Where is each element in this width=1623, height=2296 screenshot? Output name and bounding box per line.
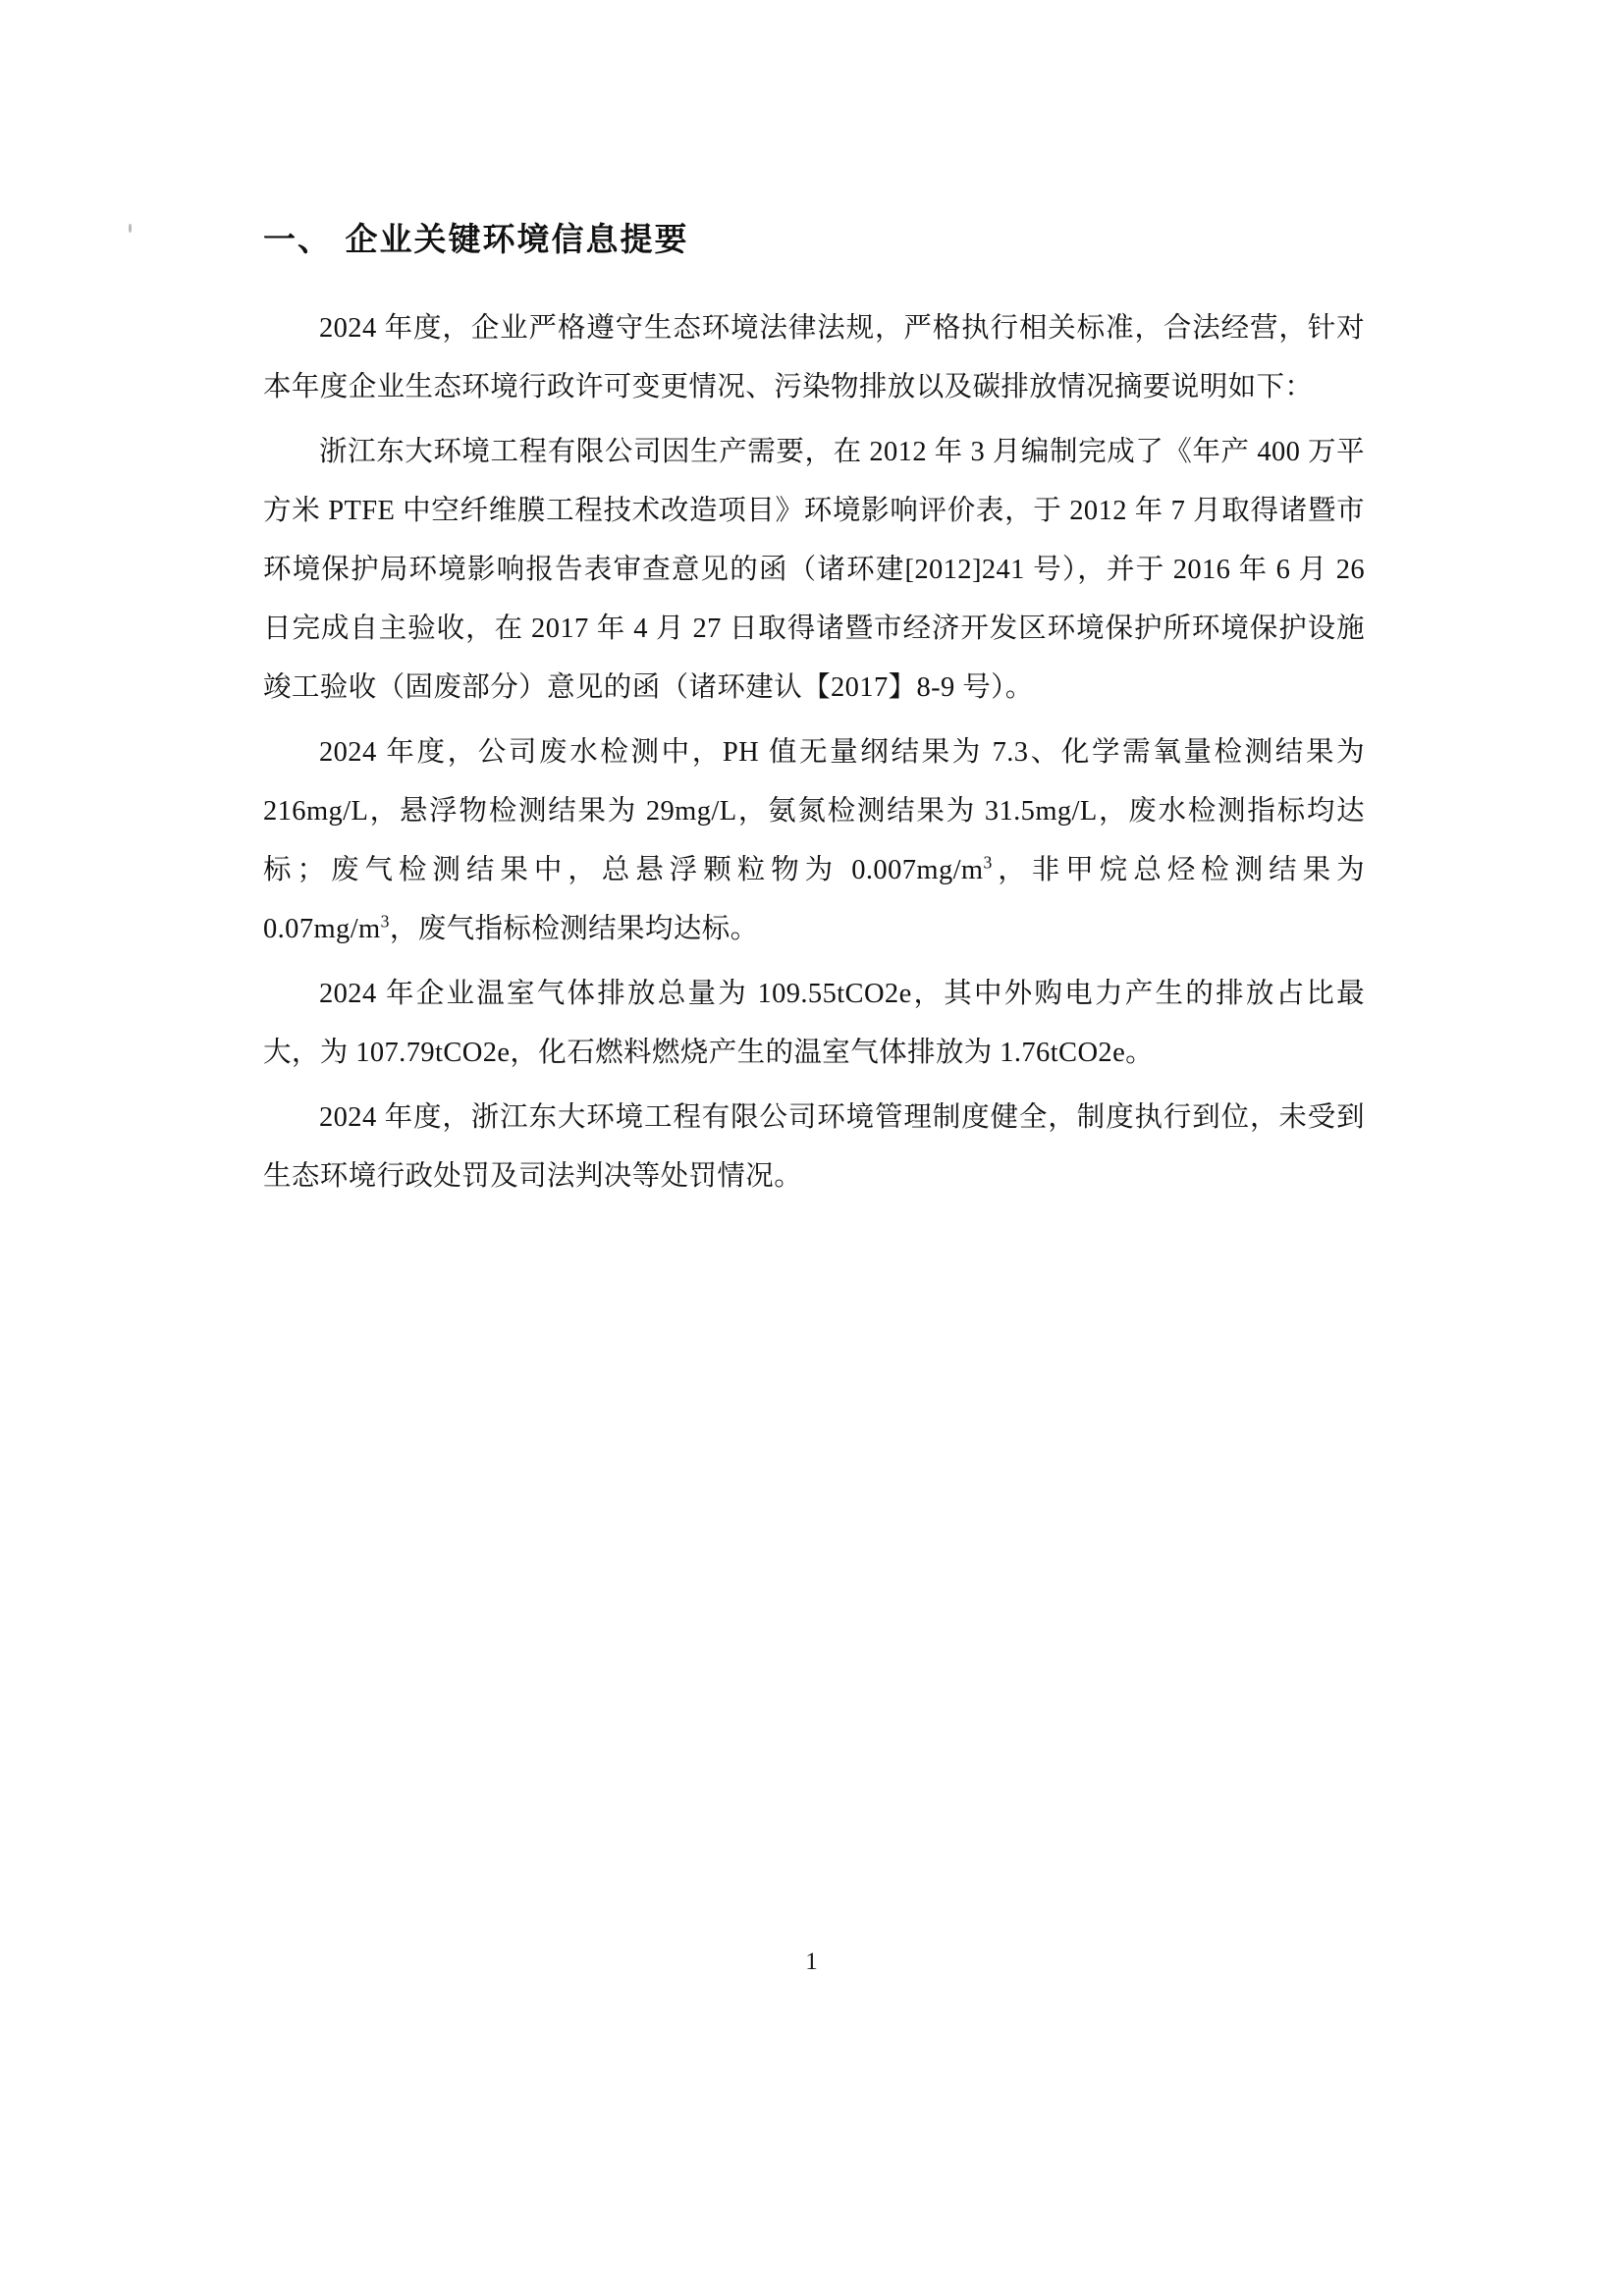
paragraph-permit-history: 浙江东大环境工程有限公司因生产需要，在 2012 年 3 月编制完成了《年产 400 万平方米 PTFE 中空纤维膜工程技术改造项目》环境影响评价表，于 2012 年 7 月取得诸暨市环境保护局环境影响报告表审查意见的函（诸环建[2012]241 号），并于 2016 年 6 月 26 日完成自主验收，在 2017 年 4 月 27 日取得诸暨市经济开发区环境保护所环境保护设施竣工验收（固废部分）意见的函（诸环建认【2017】8-9 号）。 xyxy=(263,437,1365,703)
paragraph-emission-monitoring xyxy=(263,723,1365,959)
superscript-cubic-2: 3 xyxy=(380,911,390,932)
monitoring-text-part3: ，废气指标检测结果均达标。 xyxy=(389,914,759,944)
monitoring-text-part2: ，非甲烷总烃检测结果为 0.07mg/m xyxy=(263,855,1365,944)
document-body xyxy=(263,214,1365,1212)
page-number: 1 xyxy=(805,1949,818,1975)
paragraph-greenhouse-gas: 2024 年企业温室气体排放总量为 109.55tCO2e，其中外购电力产生的排放占比最大，为 107.79tCO2e，化石燃料燃烧产生的温室气体排放为 1.76tCO2e。 xyxy=(263,979,1365,1068)
section-heading: 一、 企业关键环境信息提要 xyxy=(263,220,689,258)
scan-speck xyxy=(129,224,132,233)
superscript-cubic-1: 3 xyxy=(983,852,993,873)
paragraph-compliance: 2024 年度，浙江东大环境工程有限公司环境管理制度健全，制度执行到位，未受到生态环境行政处罚及司法判决等处罚情况。 xyxy=(263,1102,1365,1192)
monitoring-text-part1: 2024 年度，公司废水检测中，PH 值无量纲结果为 7.3、化学需氧量检测结果为 216mg/L，悬浮物检测结果为 29mg/L，氨氮检测结果为 31.5mg/L，废水检测指标均达标；废气检测结果中，总悬浮颗粒物为 0.007mg/m xyxy=(263,737,1365,885)
paragraph-summary-intro: 2024 年度，企业严格遵守生态环境法律法规，严格执行相关标准，合法经营，针对本年度企业生态环境行政许可变更情况、污染物排放以及碳排放情况摘要说明如下： xyxy=(263,313,1365,402)
